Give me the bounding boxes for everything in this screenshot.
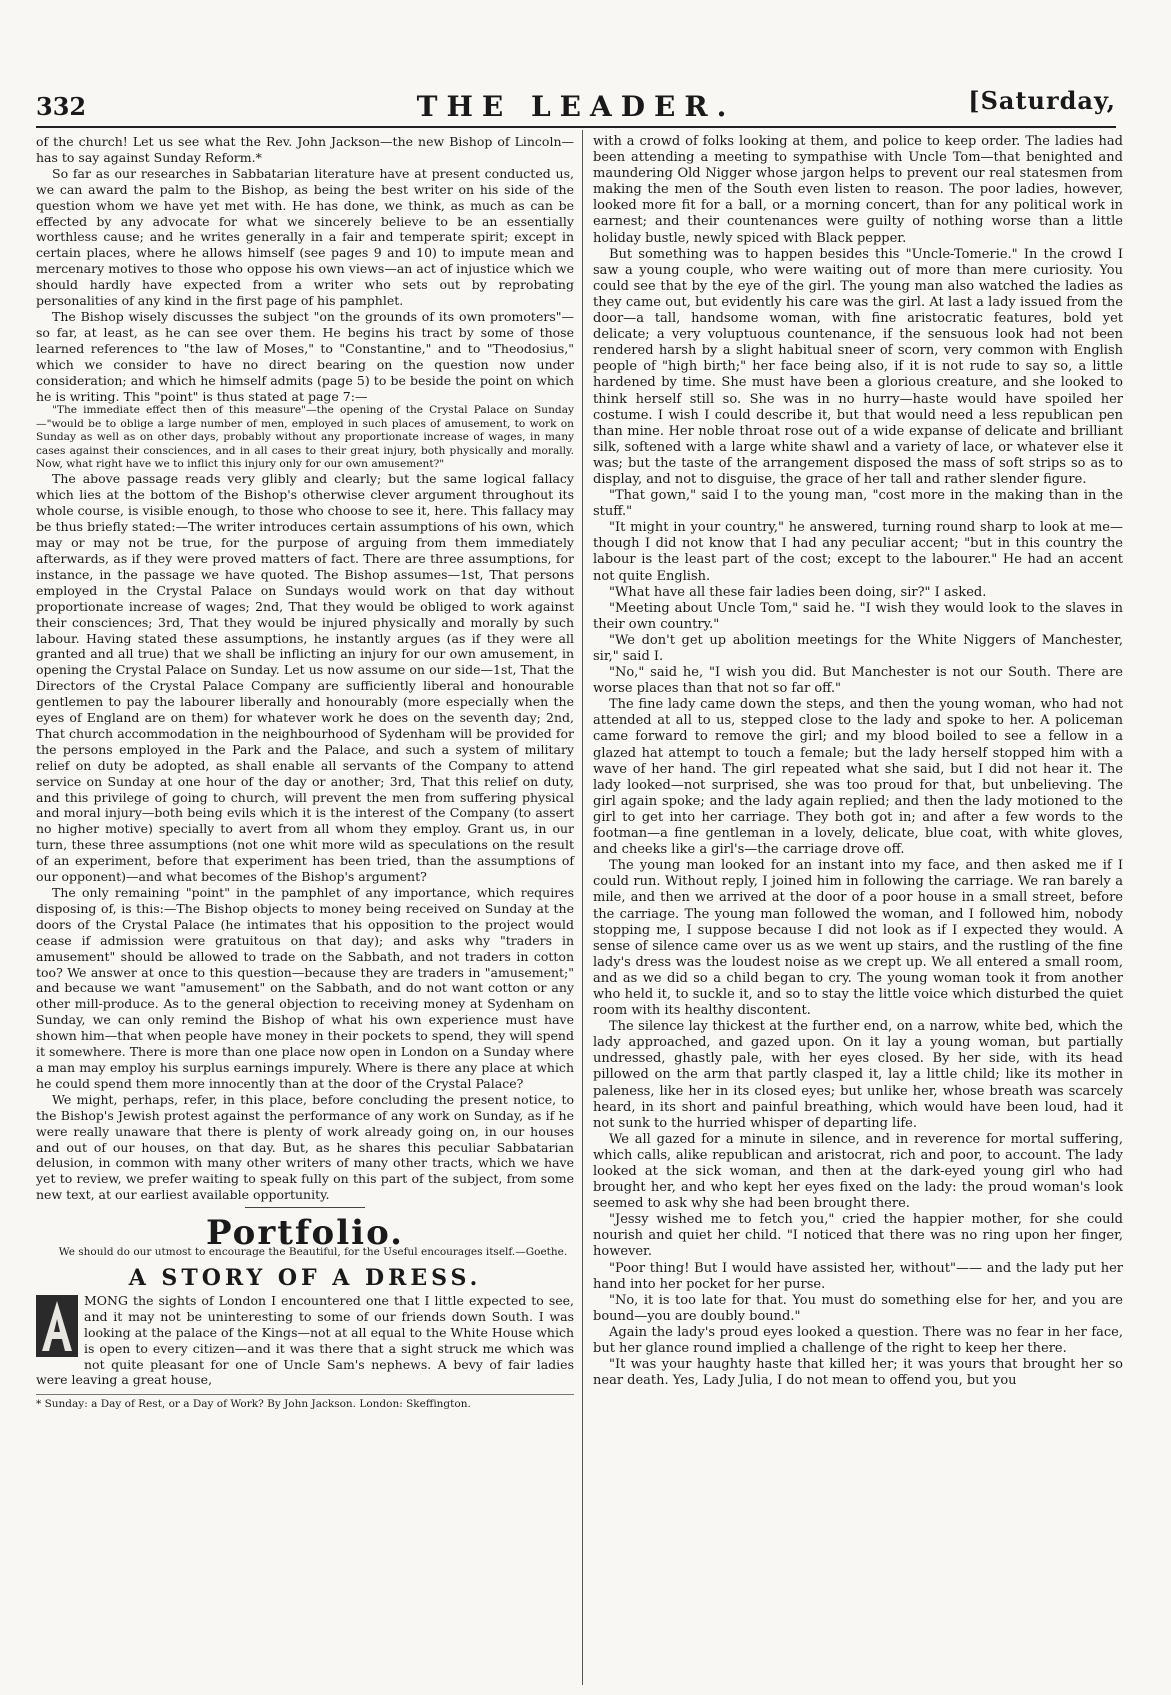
right-paragraph: "No," said he, "I wish you did. But Manchester is not our South. There are worse places than that not so far off."	[593, 665, 1123, 697]
portfolio-heading: Portfolio.	[205, 1213, 404, 1254]
right-paragraph: "What have all these fair ladies been doing, sir?" I asked.	[609, 584, 987, 600]
right-paragraph: "It might in your country," he answered, turning round sharp to look at me—though I did not know that I had any peculiar accent; "but in this country the labour is the least part of the cost; except to the labourer." He had an accent not quite English.	[593, 520, 1123, 584]
section-divider	[245, 1207, 365, 1208]
left-paragraph: So far as our researches in Sabbatarian literature have at present conducted us, we can award the palm to the Bishop, as being the best writer on his side of the question whom we have yet met with. He has done, we think, as much as can be effected by any advocate for what we sincerely believe to be an essentially worthless cause; and he writes generally in a fair and temperate spirit; except in certain places, where he allows himself (see pages 9 and 10) to impute mean and mercenary motives to those who oppose his own views—an act of injustice which we should hardly have expected from a writer who sets out by reprobating personalities of any kind in the first page of his pamphlet.	[36, 165, 574, 309]
page-header	[36, 78, 1116, 126]
right-paragraph: Again the lady's proud eyes looked a question. There was no fear in her face, but her glance round implied a challenge of the right to keep her there.	[593, 1324, 1123, 1357]
goethe-motto: We should do our utmost to encourage the Beautiful, for the Useful encourages itself.—Goethe.	[58, 1246, 568, 1259]
right-paragraph: But something was to happen besides this "Uncle-Tomerie." In the crowd I saw a young couple, who were waiting out of more than mere curiosity. You could see that by the eye of the girl. The young man also watched the ladies as they came out, but evidently his care was the girl. At last a lady issued from the door—a tall, handsome woman, with fine aristocratic features, bold yet delicate; a very voluptuous countenance, if the sensuous look had not been rendered harsh by a slight habitual sneer of scorn, very common with English people of "high birth;" her face being also, if it is not rude to say so, a little hardened by time. She must have been a glorious creature, and she looked to think herself still so. She was in no hurry—haste would have spoiled her costume. I wish I could describe it, but that would need a less republican pen than mine. Her noble throat rose out of a wide expanse of delicate and brilliant silk, softened with a large white shawl and a variety of lace, or whatever else it was; but the taste of the arrangement disposed the mass of soft strips so as to display, and not to disguise, the grace of her tall and rather slender figure.	[593, 246, 1123, 487]
drop-cap-a-icon	[36, 1295, 78, 1357]
header-rule	[36, 126, 1116, 128]
story-title: A STORY OF A DRESS.	[128, 1265, 482, 1292]
right-paragraph: The silence lay thickest at the further end, on a narrow, white bed, which the lady approached, and gazed upon. On it lay a young woman, but partially undressed, ghastly pale, with her eyes closed. By her side, with its head pillowed on the arm that partly clasped it, lay a little child; like its mother in paleness, like her in its closed eyes; but unlike her, whose breath was scarcely heard, in its short and painful breathing, which would have been loud, had it not sunk to the hurried whisper of departing life.	[593, 1019, 1123, 1131]
right-paragraph: "It was your haughty haste that killed her; it was yours that brought her so near death. Yes, Lady Julia, I do not mean to offend you, but you	[593, 1357, 1123, 1389]
left-paragraph: of the church! Let us see what the Rev. John Jackson—the new Bishop of Lincoln—has to say against Sunday Reform.*	[36, 134, 574, 165]
page-number: 332	[36, 92, 87, 121]
right-paragraph: The young man looked for an instant into my face, and then asked me if I could run. Without reply, I joined him in following the carriage. We ran barely a mile, and then we arrived at the door of a poor house in a small street, before the carriage. The young man followed the woman, and I followed him, nobody stopping me, I suppose because I did not look as if I expected they would. A sense of silence came over us as we went up stairs, and the rustling of the fine lady's dress was the loudest noise as we crept up. We all entered a small room, and as we did so a child began to cry. The young woman took it from another who held it, to suckle it, and so to stay the little voice which disturbed the quiet room with its healthy discontent.	[593, 858, 1123, 1019]
footnote: * Sunday: a Day of Rest, or a Day of Work? By John Jackson. London: Skeffington.	[36, 1394, 574, 1411]
right-paragraph: "Meeting about Uncle Tom," said he. "I wish they would look to the slaves in their own country."	[593, 600, 1123, 632]
header-day: [Saturday,	[968, 86, 1116, 115]
right-paragraph: "That gown," said I to the young man, "cost more in the making than in the stuff."	[593, 488, 1123, 520]
right-paragraph: "We don't get up abolition meetings for the White Niggers of Manchester, sir," said I.	[593, 632, 1123, 664]
right-paragraph: with a crowd of folks looking at them, and police to keep order. The ladies had been attending a meeting to sympathise with Uncle Tom—that benighted and maundering Old Nigger whose jargon helps to prevent our real statesmen from making the men of the South even listen to reason. The poor ladies, however, looked more fit for a ball, or a morning concert, than for any political work in earnest; and their countenances were guilty of nothing worse than a little holiday bustle, newly spiced with Black pepper.	[593, 134, 1123, 246]
left-paragraph: The Bishop wisely discusses the subject "on the grounds of its own promoters"—so far, at least, as he can see over them. He begins his tract by some of those learned references to "the law of Moses," to "Constantine," and to "Theodosius," which we consider to have no direct bearing on the question now under consideration; and which he himself admits (page 5) to be beside the point on which he is writing. This "point" is thus stated at page 7:—	[36, 308, 574, 404]
right-paragraph: "Jessy wished me to fetch you," cried the happier mother, for she could nourish and quiet her child. "I noticed that there was no ring upon her finger, however.	[593, 1212, 1123, 1260]
left-paragraph: The above passage reads very glibly and clearly; but the same logical fallacy which lies at the bottom of the Bishop's otherwise clever argument throughout its whole course, is visible enough, to those who choose to see it, here. This fallacy may be thus briefly stated:—The writer introduces certain assumptions of his own, which may or may not be true, for the purpose of arguing from them immediately afterwards, as if they were proved matters of fact. There are three assumptions, for instance, in the passage we have quoted. The Bishop assumes—1st, That persons employed in the Crystal Palace on Sundays would work on that day without proportionate increase of wages; 2nd, That they would be obliged to work against their consciences; 3rd, That they would be injured physically and morally by such labour. Having stated these assumptions, he instantly argues (as if they were all granted and all true) that we shall be inflicting an injury for our own amusement, in opening the Crystal Palace on Sunday. Let us now assume on our side—1st, That the Directors of the Crystal Palace Company are sufficiently liberal and honourable gentlemen to pay the labourer liberally and honourably (more especially when the eyes of England are on them) for whatever work he does on the seventh day; 2nd, That church accommodation in the neighbourhood of Sydenham will be provided for the persons employed in the Park and the Palace, and such a system of military relief on duty be adopted, as shall enable all servants of the Company to attend service on Sunday at one hour of the day or another; 3rd, That this relief on duty, and this privilege of going to church, will prevent the men from suffering physical and moral injury—both being evils which it is the interest of the Company (to assert no higher motive) specially to avert from all whom they employ. Grant us, in our turn, these three assumptions (not one whit more wild as speculations on the result of an experiment, before that experiment has been tried, than the assumptions of our opponent)—and what becomes of the Bishop's argument?	[36, 471, 574, 885]
masthead-title: THE LEADER.	[416, 90, 736, 123]
right-paragraph: "No, it is too late for that. You must do something else for her, and you are bound—you are doubly bound."	[593, 1292, 1123, 1324]
right-paragraph: The fine lady came down the steps, and then the young woman, who had not attended at all to us, stepped close to the lady and spoke to her. A policeman came forward to remove the girl; and my blood boiled to see a fellow in a glazed hat attempt to touch a female; but the lady herself stopped him with a wave of her hand. The girl repeated what she said, but I did not hear it. The lady looked—not surprised, she was too proud for that, but unbelieving. The girl again spoke; and the lady again replied; and then the lady motioned to the girl to get into her carriage. They both got in; and after a few words to the footman—a fine gentleman in a lovely, delicate, blue coat, with white gloves, and cheeks like a girl's—the carriage drove off.	[593, 697, 1123, 858]
column-divider	[582, 130, 583, 1685]
left-paragraph: The only remaining "point" in the pamphlet of any importance, which requires disposing of, is this:—The Bishop objects to money being received on Sunday at the doors of the Crystal Palace (he intimates that his opposition to the project would cease if admission were gratuitous on that day); and asks why "traders in amusement" should be allowed to trade on the Sabbath, and not traders in cotton too? We answer at once to this question—because they are traders in "amusement;" and because we want "amusement" on the Sabbath, and do not want cotton or any other mill-produce. As to the general objection to receiving money at Sydenham on Sunday, we can only remind the Bishop of what his own experience must have shown him—that when people have money in their pockets to spend, they will spend it somewhere. There is more than one place now open in London on a Sunday where a man may employ his surplus earnings impurely. Where is there any place at which he could spend them more innocently than at the door of the Crystal Palace?	[36, 885, 574, 1091]
right-paragraph: We all gazed for a minute in silence, and in reverence for mortal suffering, which calls, alike republican and aristocrat, rich and poor, to account. The lady looked at the sick woman, and then at the dark-eyed young girl who had brought her, and who kept her eyes fixed on the lady: the proud woman's look seemed to ask why she had been brought there.	[593, 1131, 1123, 1212]
left-column	[36, 134, 574, 1411]
story-paragraph: MONG the sights of London I encountered one that I little expected to see, and it may not be uninteresting to some of our friends down South. I was looking at the palace of the Kings—not at all equal to the White House which is open to every citizen—and it was there that a sight struck me which was not quite pleasant for one of Uncle Sam's nephews. A bevy of fair ladies were leaving a great house,	[36, 1292, 574, 1388]
block-quote: "The immediate effect then of this measure"—the opening of the Crystal Palace on Sunday—"would be to oblige a large number of men, employed in such places of amusement, to work on Sunday as well as on other days, probably without any proportionate increase of wages, in many cases against their consciences, and in all cases to their great injury, both physically and morally. Now, what right have we to inflict this injury only for our own amusement?"	[36, 404, 574, 471]
right-column	[593, 134, 1123, 1389]
left-paragraph: We might, perhaps, refer, in this place, before concluding the present notice, to the Bishop's Jewish protest against the performance of any work on Sunday, as if he were really unaware that there is plenty of work already going on, in our houses and out of our houses, on that day. But, as he shares this peculiar Sabbatarian delusion, in common with many other writers of many other tracts, which we have yet to review, we prefer waiting to speak fully on this part of the subject, from some new text, at our earliest available opportunity.	[36, 1091, 574, 1203]
right-paragraph: "Poor thing! But I would have assisted her, without"—— and the lady put her hand into her pocket for her purse.	[593, 1260, 1123, 1292]
